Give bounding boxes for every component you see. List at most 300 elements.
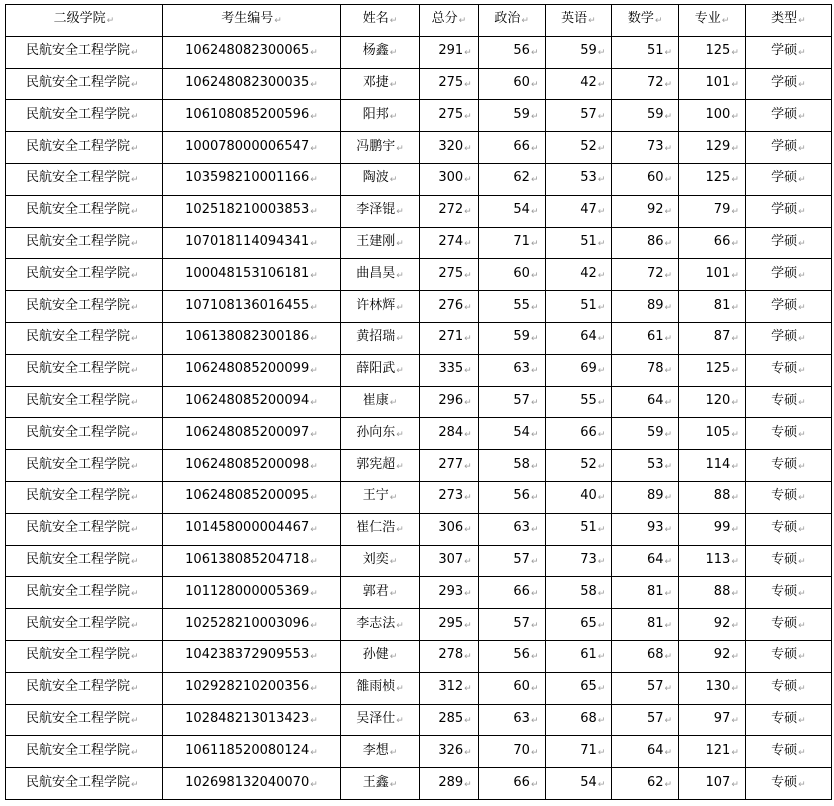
candidate-id-cell: 102928210200356↵ <box>162 672 340 704</box>
paragraph-mark-icon: ↵ <box>731 238 739 249</box>
paragraph-mark-icon: ↵ <box>731 111 739 122</box>
header-candidate-id: 考生编号↵ <box>162 5 340 37</box>
paragraph-mark-icon: ↵ <box>664 397 673 408</box>
paragraph-mark-icon: ↵ <box>464 175 472 186</box>
paragraph-mark-icon: ↵ <box>310 715 318 726</box>
paragraph-mark-icon: ↵ <box>597 493 606 504</box>
total-score-cell: 326↵ <box>420 736 479 768</box>
total-score-cell: 312↵ <box>420 672 479 704</box>
paragraph-mark-icon: ↵ <box>396 334 404 345</box>
english-score-cell: 40↵ <box>545 481 612 513</box>
paragraph-mark-icon: ↵ <box>654 16 663 27</box>
college-cell: 民航安全工程学院↵ <box>6 36 163 68</box>
header-math: 数学↵ <box>612 5 679 37</box>
paragraph-mark-icon: ↵ <box>731 334 739 345</box>
math-score-cell: 73↵ <box>612 132 679 164</box>
english-score-cell: 42↵ <box>545 259 612 291</box>
paragraph-mark-icon: ↵ <box>530 334 539 345</box>
paragraph-mark-icon: ↵ <box>530 525 539 536</box>
politics-score-cell: 56↵ <box>478 481 545 513</box>
paragraph-mark-icon: ↵ <box>597 588 606 599</box>
candidate-id-cell: 106138085204718↵ <box>162 545 340 577</box>
paragraph-mark-icon: ↵ <box>597 302 606 313</box>
paragraph-mark-icon: ↵ <box>396 143 404 154</box>
paragraph-mark-icon: ↵ <box>131 779 139 790</box>
degree-type-cell: 专硕↵ <box>745 513 831 545</box>
paragraph-mark-icon: ↵ <box>131 461 139 472</box>
name-cell: 崔仁浩↵ <box>341 513 420 545</box>
major-score-cell: 79↵ <box>679 195 746 227</box>
header-college: 二级学院↵ <box>6 5 163 37</box>
name-cell: 李泽锟↵ <box>341 195 420 227</box>
paragraph-mark-icon: ↵ <box>464 747 472 758</box>
paragraph-mark-icon: ↵ <box>530 143 539 154</box>
english-score-cell: 73↵ <box>545 545 612 577</box>
total-score-cell: 275↵ <box>420 68 479 100</box>
header-row <box>6 5 832 37</box>
major-score-cell: 100↵ <box>679 100 746 132</box>
english-score-cell: 51↵ <box>545 513 612 545</box>
total-score-cell: 291↵ <box>420 36 479 68</box>
paragraph-mark-icon: ↵ <box>389 493 398 504</box>
paragraph-mark-icon: ↵ <box>664 493 673 504</box>
degree-type-cell: 专硕↵ <box>745 672 831 704</box>
math-score-cell: 68↵ <box>612 640 679 672</box>
paragraph-mark-icon: ↵ <box>731 779 739 790</box>
paragraph-mark-icon: ↵ <box>310 525 318 536</box>
name-cell: 吴泽仕↵ <box>341 704 420 736</box>
table-row <box>6 577 832 609</box>
college-cell: 民航安全工程学院↵ <box>6 291 163 323</box>
paragraph-mark-icon: ↵ <box>798 779 806 790</box>
paragraph-mark-icon: ↵ <box>664 429 673 440</box>
major-score-cell: 130↵ <box>679 672 746 704</box>
degree-type-cell: 学硕↵ <box>745 36 831 68</box>
politics-score-cell: 71↵ <box>478 227 545 259</box>
politics-score-cell: 63↵ <box>478 354 545 386</box>
politics-score-cell: 63↵ <box>478 513 545 545</box>
degree-type-cell: 学硕↵ <box>745 322 831 354</box>
english-score-cell: 51↵ <box>545 227 612 259</box>
major-score-cell: 101↵ <box>679 68 746 100</box>
politics-score-cell: 63↵ <box>478 704 545 736</box>
major-score-cell: 121↵ <box>679 736 746 768</box>
degree-type-cell: 专硕↵ <box>745 768 831 800</box>
header-total: 总分↵ <box>420 5 479 37</box>
paragraph-mark-icon: ↵ <box>597 652 606 663</box>
politics-score-cell: 66↵ <box>478 577 545 609</box>
paragraph-mark-icon: ↵ <box>731 79 739 90</box>
english-score-cell: 71↵ <box>545 736 612 768</box>
paragraph-mark-icon: ↵ <box>731 48 739 59</box>
paragraph-mark-icon: ↵ <box>597 79 606 90</box>
name-cell: 郭宪超↵ <box>341 450 420 482</box>
paragraph-mark-icon: ↵ <box>396 302 404 313</box>
paragraph-mark-icon: ↵ <box>131 111 139 122</box>
paragraph-mark-icon: ↵ <box>530 684 539 695</box>
candidate-id-cell: 107018114094341↵ <box>162 227 340 259</box>
paragraph-mark-icon: ↵ <box>597 175 606 186</box>
degree-type-cell: 学硕↵ <box>745 227 831 259</box>
paragraph-mark-icon: ↵ <box>464 207 472 218</box>
paragraph-mark-icon: ↵ <box>389 747 398 758</box>
paragraph-mark-icon: ↵ <box>131 525 139 536</box>
name-cell: 阳邦↵ <box>341 100 420 132</box>
total-score-cell: 300↵ <box>420 163 479 195</box>
candidate-id-cell: 102848213013423↵ <box>162 704 340 736</box>
paragraph-mark-icon: ↵ <box>530 302 539 313</box>
total-score-cell: 277↵ <box>420 450 479 482</box>
candidate-id-cell: 102698132040070↵ <box>162 768 340 800</box>
english-score-cell: 59↵ <box>545 36 612 68</box>
major-score-cell: 101↵ <box>679 259 746 291</box>
paragraph-mark-icon: ↵ <box>131 334 139 345</box>
paragraph-mark-icon: ↵ <box>310 175 318 186</box>
paragraph-mark-icon: ↵ <box>530 397 539 408</box>
paragraph-mark-icon: ↵ <box>798 175 806 186</box>
paragraph-mark-icon: ↵ <box>464 525 472 536</box>
paragraph-mark-icon: ↵ <box>464 143 472 154</box>
table-row <box>6 418 832 450</box>
candidate-id-cell: 101128000005369↵ <box>162 577 340 609</box>
paragraph-mark-icon: ↵ <box>664 238 673 249</box>
paragraph-mark-icon: ↵ <box>458 16 467 27</box>
table-row <box>6 354 832 386</box>
politics-score-cell: 60↵ <box>478 68 545 100</box>
paragraph-mark-icon: ↵ <box>664 270 673 281</box>
score-table <box>5 4 832 800</box>
table-row <box>6 68 832 100</box>
math-score-cell: 81↵ <box>612 609 679 641</box>
paragraph-mark-icon: ↵ <box>464 302 472 313</box>
table-row <box>6 736 832 768</box>
paragraph-mark-icon: ↵ <box>664 175 673 186</box>
paragraph-mark-icon: ↵ <box>798 270 806 281</box>
table-body <box>6 36 832 799</box>
paragraph-mark-icon: ↵ <box>664 556 673 567</box>
paragraph-mark-icon: ↵ <box>530 238 539 249</box>
college-cell: 民航安全工程学院↵ <box>6 450 163 482</box>
paragraph-mark-icon: ↵ <box>731 588 739 599</box>
candidate-id-cell: 106248085200097↵ <box>162 418 340 450</box>
table-row <box>6 227 832 259</box>
paragraph-mark-icon: ↵ <box>597 779 606 790</box>
total-score-cell: 296↵ <box>420 386 479 418</box>
college-cell: 民航安全工程学院↵ <box>6 132 163 164</box>
paragraph-mark-icon: ↵ <box>464 620 472 631</box>
paragraph-mark-icon: ↵ <box>597 207 606 218</box>
paragraph-mark-icon: ↵ <box>530 111 539 122</box>
paragraph-mark-icon: ↵ <box>310 556 318 567</box>
paragraph-mark-icon: ↵ <box>530 175 539 186</box>
paragraph-mark-icon: ↵ <box>731 525 739 536</box>
paragraph-mark-icon: ↵ <box>131 429 139 440</box>
paragraph-mark-icon: ↵ <box>310 429 318 440</box>
english-score-cell: 47↵ <box>545 195 612 227</box>
math-score-cell: 62↵ <box>612 768 679 800</box>
degree-type-cell: 专硕↵ <box>745 545 831 577</box>
paragraph-mark-icon: ↵ <box>664 620 673 631</box>
paragraph-mark-icon: ↵ <box>274 16 282 27</box>
name-cell: 李想↵ <box>341 736 420 768</box>
paragraph-mark-icon: ↵ <box>464 334 472 345</box>
paragraph-mark-icon: ↵ <box>798 429 806 440</box>
paragraph-mark-icon: ↵ <box>597 334 606 345</box>
english-score-cell: 69↵ <box>545 354 612 386</box>
paragraph-mark-icon: ↵ <box>464 461 472 472</box>
math-score-cell: 64↵ <box>612 736 679 768</box>
politics-score-cell: 59↵ <box>478 100 545 132</box>
english-score-cell: 65↵ <box>545 672 612 704</box>
math-score-cell: 86↵ <box>612 227 679 259</box>
degree-type-cell: 学硕↵ <box>745 291 831 323</box>
paragraph-mark-icon: ↵ <box>597 747 606 758</box>
paragraph-mark-icon: ↵ <box>731 493 739 504</box>
major-score-cell: 120↵ <box>679 386 746 418</box>
paragraph-mark-icon: ↵ <box>798 588 806 599</box>
table-row <box>6 100 832 132</box>
paragraph-mark-icon: ↵ <box>588 16 596 27</box>
paragraph-mark-icon: ↵ <box>597 684 606 695</box>
candidate-id-cell: 102528210003096↵ <box>162 609 340 641</box>
politics-score-cell: 55↵ <box>478 291 545 323</box>
major-score-cell: 129↵ <box>679 132 746 164</box>
name-cell: 孙向东↵ <box>341 418 420 450</box>
math-score-cell: 89↵ <box>612 481 679 513</box>
paragraph-mark-icon: ↵ <box>310 334 318 345</box>
math-score-cell: 57↵ <box>612 672 679 704</box>
paragraph-mark-icon: ↵ <box>664 715 673 726</box>
candidate-id-cell: 104238372909553↵ <box>162 640 340 672</box>
math-score-cell: 64↵ <box>612 545 679 577</box>
candidate-id-cell: 106248085200099↵ <box>162 354 340 386</box>
table-row <box>6 450 832 482</box>
major-score-cell: 81↵ <box>679 291 746 323</box>
college-cell: 民航安全工程学院↵ <box>6 481 163 513</box>
paragraph-mark-icon: ↵ <box>664 684 673 695</box>
paragraph-mark-icon: ↵ <box>464 366 472 377</box>
college-cell: 民航安全工程学院↵ <box>6 768 163 800</box>
paragraph-mark-icon: ↵ <box>664 207 673 218</box>
major-score-cell: 92↵ <box>679 609 746 641</box>
math-score-cell: 92↵ <box>612 195 679 227</box>
paragraph-mark-icon: ↵ <box>464 652 472 663</box>
english-score-cell: 52↵ <box>545 450 612 482</box>
paragraph-mark-icon: ↵ <box>464 779 472 790</box>
paragraph-mark-icon: ↵ <box>798 493 806 504</box>
paragraph-mark-icon: ↵ <box>798 366 806 377</box>
paragraph-mark-icon: ↵ <box>131 715 139 726</box>
table-row <box>6 704 832 736</box>
degree-type-cell: 专硕↵ <box>745 736 831 768</box>
politics-score-cell: 62↵ <box>478 163 545 195</box>
politics-score-cell: 60↵ <box>478 672 545 704</box>
paragraph-mark-icon: ↵ <box>310 143 318 154</box>
total-score-cell: 306↵ <box>420 513 479 545</box>
paragraph-mark-icon: ↵ <box>131 366 139 377</box>
paragraph-mark-icon: ↵ <box>798 715 806 726</box>
paragraph-mark-icon: ↵ <box>664 652 673 663</box>
name-cell: 杨鑫↵ <box>341 36 420 68</box>
total-score-cell: 295↵ <box>420 609 479 641</box>
paragraph-mark-icon: ↵ <box>530 747 539 758</box>
major-score-cell: 113↵ <box>679 545 746 577</box>
math-score-cell: 89↵ <box>612 291 679 323</box>
math-score-cell: 59↵ <box>612 100 679 132</box>
candidate-id-cell: 106108085200596↵ <box>162 100 340 132</box>
paragraph-mark-icon: ↵ <box>597 270 606 281</box>
paragraph-mark-icon: ↵ <box>310 302 318 313</box>
paragraph-mark-icon: ↵ <box>597 111 606 122</box>
paragraph-mark-icon: ↵ <box>798 747 806 758</box>
paragraph-mark-icon: ↵ <box>731 207 739 218</box>
paragraph-mark-icon: ↵ <box>597 461 606 472</box>
paragraph-mark-icon: ↵ <box>597 238 606 249</box>
paragraph-mark-icon: ↵ <box>530 48 539 59</box>
paragraph-mark-icon: ↵ <box>396 207 404 218</box>
paragraph-mark-icon: ↵ <box>131 302 139 313</box>
major-score-cell: 125↵ <box>679 354 746 386</box>
paragraph-mark-icon: ↵ <box>530 715 539 726</box>
paragraph-mark-icon: ↵ <box>464 270 472 281</box>
paragraph-mark-icon: ↵ <box>664 79 673 90</box>
degree-type-cell: 专硕↵ <box>745 609 831 641</box>
paragraph-mark-icon: ↵ <box>597 397 606 408</box>
paragraph-mark-icon: ↵ <box>721 16 730 27</box>
candidate-id-cell: 106248085200098↵ <box>162 450 340 482</box>
paragraph-mark-icon: ↵ <box>396 715 404 726</box>
paragraph-mark-icon: ↵ <box>396 525 404 536</box>
college-cell: 民航安全工程学院↵ <box>6 640 163 672</box>
major-score-cell: 92↵ <box>679 640 746 672</box>
paragraph-mark-icon: ↵ <box>731 270 739 281</box>
paragraph-mark-icon: ↵ <box>310 79 318 90</box>
english-score-cell: 66↵ <box>545 418 612 450</box>
politics-score-cell: 56↵ <box>478 36 545 68</box>
degree-type-cell: 专硕↵ <box>745 640 831 672</box>
table-row <box>6 386 832 418</box>
english-score-cell: 42↵ <box>545 68 612 100</box>
paragraph-mark-icon: ↵ <box>530 588 539 599</box>
paragraph-mark-icon: ↵ <box>389 556 398 567</box>
college-cell: 民航安全工程学院↵ <box>6 704 163 736</box>
header-english: 英语↵ <box>545 5 612 37</box>
name-cell: 薛阳武↵ <box>341 354 420 386</box>
paragraph-mark-icon: ↵ <box>310 270 318 281</box>
paragraph-mark-icon: ↵ <box>597 143 606 154</box>
table-row <box>6 259 832 291</box>
paragraph-mark-icon: ↵ <box>310 207 318 218</box>
paragraph-mark-icon: ↵ <box>310 48 318 59</box>
english-score-cell: 68↵ <box>545 704 612 736</box>
candidate-id-cell: 107108136016455↵ <box>162 291 340 323</box>
paragraph-mark-icon: ↵ <box>530 620 539 631</box>
paragraph-mark-icon: ↵ <box>310 397 318 408</box>
paragraph-mark-icon: ↵ <box>396 684 404 695</box>
math-score-cell: 57↵ <box>612 704 679 736</box>
paragraph-mark-icon: ↵ <box>530 79 539 90</box>
paragraph-mark-icon: ↵ <box>664 143 673 154</box>
paragraph-mark-icon: ↵ <box>464 493 472 504</box>
paragraph-mark-icon: ↵ <box>664 747 673 758</box>
header-name: 姓名↵ <box>341 5 420 37</box>
math-score-cell: 61↵ <box>612 322 679 354</box>
paragraph-mark-icon: ↵ <box>131 270 139 281</box>
name-cell: 许林辉↵ <box>341 291 420 323</box>
college-cell: 民航安全工程学院↵ <box>6 163 163 195</box>
degree-type-cell: 专硕↵ <box>745 418 831 450</box>
paragraph-mark-icon: ↵ <box>389 779 398 790</box>
politics-score-cell: 60↵ <box>478 259 545 291</box>
college-cell: 民航安全工程学院↵ <box>6 577 163 609</box>
name-cell: 崔康↵ <box>341 386 420 418</box>
paragraph-mark-icon: ↵ <box>396 620 404 631</box>
total-score-cell: 271↵ <box>420 322 479 354</box>
english-score-cell: 55↵ <box>545 386 612 418</box>
table-row <box>6 36 832 68</box>
paragraph-mark-icon: ↵ <box>521 16 529 27</box>
paragraph-mark-icon: ↵ <box>464 684 472 695</box>
math-score-cell: 72↵ <box>612 68 679 100</box>
total-score-cell: 289↵ <box>420 768 479 800</box>
paragraph-mark-icon: ↵ <box>131 620 139 631</box>
paragraph-mark-icon: ↵ <box>798 397 806 408</box>
math-score-cell: 93↵ <box>612 513 679 545</box>
candidate-id-cell: 100078000006547↵ <box>162 132 340 164</box>
college-cell: 民航安全工程学院↵ <box>6 100 163 132</box>
politics-score-cell: 59↵ <box>478 322 545 354</box>
paragraph-mark-icon: ↵ <box>310 238 318 249</box>
paragraph-mark-icon: ↵ <box>798 620 806 631</box>
paragraph-mark-icon: ↵ <box>131 397 139 408</box>
paragraph-mark-icon: ↵ <box>798 16 806 27</box>
header-politics: 政治↵ <box>478 5 545 37</box>
header-type: 类型↵ <box>745 5 831 37</box>
math-score-cell: 81↵ <box>612 577 679 609</box>
paragraph-mark-icon: ↵ <box>310 620 318 631</box>
paragraph-mark-icon: ↵ <box>131 588 139 599</box>
name-cell: 冯鹏宇↵ <box>341 132 420 164</box>
total-score-cell: 275↵ <box>420 100 479 132</box>
english-score-cell: 58↵ <box>545 577 612 609</box>
paragraph-mark-icon: ↵ <box>464 397 472 408</box>
paragraph-mark-icon: ↵ <box>798 461 806 472</box>
paragraph-mark-icon: ↵ <box>389 652 398 663</box>
major-score-cell: 88↵ <box>679 577 746 609</box>
paragraph-mark-icon: ↵ <box>131 493 139 504</box>
paragraph-mark-icon: ↵ <box>464 79 472 90</box>
college-cell: 民航安全工程学院↵ <box>6 322 163 354</box>
paragraph-mark-icon: ↵ <box>731 397 739 408</box>
politics-score-cell: 57↵ <box>478 545 545 577</box>
college-cell: 民航安全工程学院↵ <box>6 195 163 227</box>
paragraph-mark-icon: ↵ <box>731 715 739 726</box>
math-score-cell: 72↵ <box>612 259 679 291</box>
name-cell: 雒雨桢↵ <box>341 672 420 704</box>
paragraph-mark-icon: ↵ <box>731 620 739 631</box>
english-score-cell: 53↵ <box>545 163 612 195</box>
paragraph-mark-icon: ↵ <box>530 779 539 790</box>
paragraph-mark-icon: ↵ <box>731 429 739 440</box>
degree-type-cell: 学硕↵ <box>745 259 831 291</box>
major-score-cell: 87↵ <box>679 322 746 354</box>
paragraph-mark-icon: ↵ <box>131 79 139 90</box>
paragraph-mark-icon: ↵ <box>597 48 606 59</box>
candidate-id-cell: 102518210003853↵ <box>162 195 340 227</box>
math-score-cell: 60↵ <box>612 163 679 195</box>
paragraph-mark-icon: ↵ <box>731 461 739 472</box>
degree-type-cell: 专硕↵ <box>745 354 831 386</box>
